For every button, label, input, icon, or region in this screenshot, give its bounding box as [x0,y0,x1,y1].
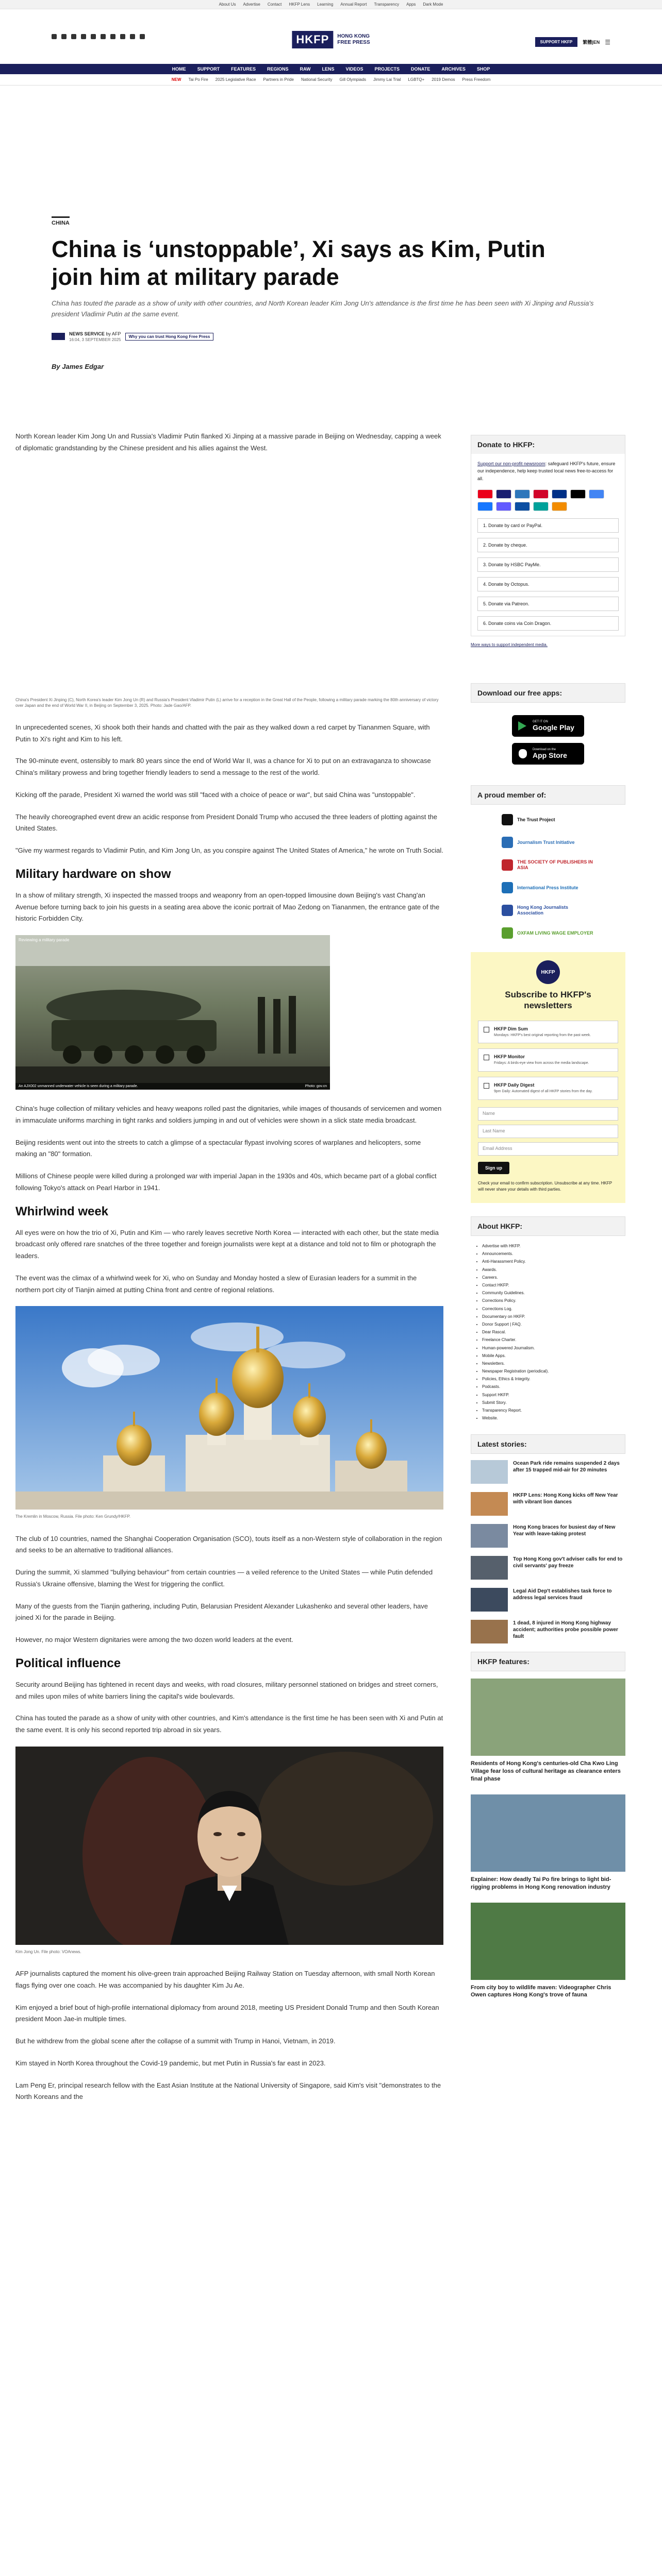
checkbox-icon[interactable] [484,1083,489,1089]
sidebar [471,435,625,2010]
donate-option-label: 2. Donate by cheque. [483,543,527,548]
google-play-badge[interactable] [512,715,584,737]
trending-link[interactable]: Tai Po Fire [188,77,208,82]
newsletter-note: Check your email to confirm subscription. Unsubscribe at any time. HKFP will never share your details with third parties. [478,1181,612,1192]
donate-option[interactable] [477,597,619,611]
visa-icon [496,489,511,499]
nav-item[interactable]: SUPPORT [197,66,220,72]
article-paragraph-14: During the summit, Xi slammed "bullying behaviour" from certain countries — a veiled reference to the United States — while Putin defended Russia's Ukraine offensive, blaming the West for triggering the conflict. [15,1568,433,1588]
checkbox-icon[interactable] [484,1055,489,1060]
top-utility-bar [0,0,662,9]
article-date: 16:04, 3 SEPTEMBER 2025 [69,337,121,342]
topbar-link[interactable]: Apps [406,2,416,7]
trending-new-label: NEW [171,77,181,82]
whatsapp-icon[interactable] [120,34,125,39]
article-intro: North Korean leader Kim Jong Un and Russia's Vladimir Putin flanked Xi Jinping at a massive parade in Beijing on Wednesday, capping a week of diplomatic grandstanding by the Chinese president and his allies against the West. [15,432,441,452]
latest-story-title: Ocean Park ride remains suspended 2 days after 15 trapped mid-air for 20 minutes [513,1461,620,1473]
latest-story-thumbnail [471,1556,508,1580]
checkbox-icon[interactable] [484,1027,489,1032]
article-paragraph-7: In a show of military strength, Xi inspected the massed troops and weaponry from an open-topped limousine down Beijing's vast Chang'an Avenue before turning back to join his guests in a seating area above the iconic portrait of Mao Zedong on Tiananmen, the entrance gate of the historic Forbidden City. [15,891,440,923]
feature-story[interactable] [471,1903,625,1999]
donate-more-link[interactable]: More ways to support independent media. [471,642,548,648]
donate-option[interactable] [477,518,619,533]
donate-option-label: 4. Donate by Octopus. [483,582,529,587]
site-logo[interactable] [292,31,370,48]
member-logo-name: The Trust Project [517,817,555,822]
article-paragraph-12: The event was the climax of a whirlwind week for Xi, who on Sunday and Monday hosted a slew of Eurasian leaders for a summit in the northern port city of Tianjin aimed at putting China front and centre of regional relations. [15,1274,417,1294]
article-paragraph-18: China has touted the parade as a show of unity with other countries, and Kim's attendance is the first time he has been seen with Xi and Putin at the same event. It is only his second reported trip abroad in six years. [15,1714,443,1734]
photo-xi-putin-kim [15,465,443,689]
source-block [69,331,121,342]
article-headline: China is ‘unstoppable’, Xi says as Kim, Putin join him at military parade [52,236,545,290]
google-play-label: Google Play [533,723,574,732]
article-source-row [52,331,610,342]
newsletter-desc: 9pm Daily: Automated digest of all HKFP stories from the day. [494,1090,593,1094]
heading-military-hardware: Military hardware on show [15,867,171,881]
about-link[interactable]: • Advertise with HKFP. [482,1242,625,1250]
header-actions [535,37,610,47]
about-link[interactable]: • Announcements. [482,1250,625,1258]
trending-link[interactable]: LGBTQ+ [408,77,425,82]
donate-box [471,435,625,636]
search-icon[interactable] [140,34,145,39]
photo-2-overlay-caption [15,1083,330,1090]
latest-story[interactable] [471,1556,625,1580]
feature-story[interactable] [471,1679,625,1783]
member-logo-mark [502,814,513,825]
photo-kim-jong-un [15,1747,443,1945]
donate-options [471,518,625,631]
about-title: About HKFP: [471,1216,625,1236]
member-logos [471,805,625,939]
article-paragraph-13: The club of 10 countries, named the Shanghai Cooperation Organisation (SCO), touts itself as a non-Western style of collaboration in the region and seeks to be an alternative to traditional alliances. [15,1534,442,1554]
nav-item[interactable]: HOME [172,66,186,72]
donate-text-body: : safeguard HKFP's future, ensure our independence, help keep trusted local news free-to-access for all. [477,461,616,481]
features-title: HKFP features: [471,1652,625,1671]
about-link[interactable]: • Corrections Log. [482,1305,625,1313]
about-link[interactable]: • Policies, Ethics & Integrity. [482,1375,625,1383]
trending-link[interactable]: Partners in Pride [263,77,294,82]
about-link[interactable]: • Freelance Charter. [482,1336,625,1344]
latest-story-title: HKFP Lens: Hong Kong kicks off New Year with vibrant lion dances [513,1493,618,1505]
facebook-icon[interactable] [52,34,57,39]
article-body [15,431,443,2113]
topbar-link[interactable]: About Us [219,2,236,7]
app-store-label: App Store [533,751,567,760]
about-link[interactable]: • Careers. [482,1274,625,1281]
latest-story-title: Top Hong Kong gov't adviser calls for end to civil servants' pay freeze [513,1556,623,1569]
newsletter-name: HKFP Daily Digest [494,1082,535,1088]
nav-item[interactable]: PROJECTS [374,66,400,72]
stripe-icon [496,502,511,511]
newsletter-name: HKFP Dim Sum [494,1026,528,1031]
trust-badge[interactable] [125,333,214,341]
article-paragraph-2: In unprecedented scenes, Xi shook both their hands and chatted with the pair as they walked down a red carpet by Tiananmen Square, with Putin to Xi's right and Kim to his left. [15,723,430,743]
photo-military-parade [15,935,330,1090]
trending-link[interactable]: Gill Olympiads [339,77,367,82]
instagram-icon[interactable] [71,34,76,39]
photo-kremlin [15,1306,443,1510]
photo-kremlin-image [15,1306,443,1510]
latest-story[interactable] [471,1524,625,1548]
feature-story-image [471,1794,625,1872]
octopus-icon [552,502,567,511]
article-paragraph-11: All eyes were on how the trio of Xi, Putin and Kim — who rarely leaves secretive North Korea — interacted with each other, but the state media broadcast only offered rare snatches of the three together and foreign journalists were kept at a distance and told not to film or photograph the leaders. [15,1228,439,1260]
photo-2-credit: Photo: gov.cn [305,1084,327,1089]
member-logo-mark [502,859,513,871]
nav-item[interactable]: FEATURES [231,66,256,72]
donate-option[interactable] [477,538,619,552]
member-logo-name: OXFAM LIVING WAGE EMPLOYER [517,930,593,936]
member-logo[interactable] [502,837,594,848]
trending-link[interactable]: National Security [301,77,333,82]
fps-icon [533,502,549,511]
name-field[interactable]: Name [478,1107,618,1121]
newsletter-box [471,952,625,1203]
nav-item[interactable]: LENS [322,66,335,72]
latest-story[interactable] [471,1460,625,1484]
about-link[interactable]: • Donor Support | FAQ. [482,1320,625,1328]
about-link[interactable]: • Newsletters. [482,1360,625,1367]
support-hkfp-button[interactable]: SUPPORT HKFP [535,37,578,47]
nav-item[interactable]: SHOP [476,66,490,72]
article-paragraph-9: Beijing residents went out into the streets to catch a glimpse of a spectacular flypast involving scores of warplanes and helicopters, some making an "80" formation. [15,1138,421,1158]
photo-1-caption: China's President Xi Jinping (C), North Korea's leader Kim Jong Un (R) and Russia's President Vladimir Putin (L) arrive for a reception in the Great Hall of the People, following a military parade marking the 80th anniversary of victory over Japan and the end of World War II, in Beijing on September 3, 2025. Photo: Jade Gao/AFP. [15,697,439,708]
nav-item[interactable]: VIDEOS [345,66,363,72]
article-paragraph-4: Kicking off the parade, President Xi warned the world was still "faced with a choice of peace or war", but said China was "unstoppable". [15,790,416,799]
topbar-link[interactable]: Learning [317,2,334,7]
about-link[interactable]: • Submit Story. [482,1399,625,1406]
photo-2-overlay-label: Reviewing a military parade [19,938,70,943]
donate-option[interactable] [477,577,619,591]
member-logo-mark [502,837,513,848]
trending-navigation [0,74,662,86]
topbar-link[interactable]: Dark Mode [423,2,443,7]
article-paragraph-8: China's huge collection of military vehicles and heavy weapons rolled past the dignitaries, while images of thousands of servicemen and women in immaculate uniforms marching in tight ranks and soldiers jumping in and out of vehicles were shown in a slick state media broadcast. [15,1105,442,1124]
threads-icon[interactable] [91,34,96,39]
article-paragraph-10: Millions of Chinese people were killed during a prolonged war with imperial Japan in the 1930s and 40s, which became part of a global conflict following Tokyo's attack on Pearl Harbor in 1941. [15,1172,437,1192]
alipay-icon [477,502,493,511]
spacer [15,1090,443,1103]
nav-item[interactable]: REGIONS [267,66,289,72]
googlepay-icon [589,489,604,499]
feature-story-title: Explainer: How deadly Tai Po fire brings to light bid-rigging problems in Hong Kong renovation industry [471,1876,611,1890]
feature-stories [471,1671,625,1999]
trending-link[interactable]: 2019 Demos [432,77,455,82]
photo-kim-jong-un-image [15,1747,443,1945]
article-paragraph-19: AFP journalists captured the moment his olive-green train approached Beijing Railway Station on Tuesday afternoon, with small North Korean flags flying over one coach. He was accompanied by his daughter Kim Ju Ae. [15,1970,435,1989]
member-title: A proud member of: [471,785,625,805]
latest-story[interactable] [471,1588,625,1612]
newsletter-desc: Mondays: HKFP's best original reporting from the past week. [494,1033,591,1037]
about-link[interactable]: • Support HKFP. [482,1391,625,1399]
about-link[interactable]: • Mobile Apps. [482,1352,625,1360]
latest-story-thumbnail [471,1524,508,1548]
social-icons [52,34,145,39]
nav-item[interactable]: RAW [300,66,311,72]
feature-story-image [471,1679,625,1756]
member-box [471,785,625,939]
logo-wordmark [337,33,370,46]
feature-story-title: From city boy to wildlife maven: Videographer Chris Owen captures Hong Kong's trove of fauna [471,1984,611,1998]
newsletter-options [478,1021,618,1100]
logo-mark: HKFP [292,31,333,48]
article-paragraph-22: Kim stayed in North Korea throughout the Covid-19 pandemic, but met Putin in Russia's far east in 2023. [15,2059,326,2067]
newsletter-title: Subscribe to HKFP's newsletters [505,990,591,1011]
article-paragraph-15: Many of the guests from the Tianjin gathering, including Putin, Belarusian President Alexander Lukashenko and several other leaders, have joined Xi for the parade in Beijing. [15,1602,428,1622]
donate-option[interactable] [477,616,619,631]
photo-2-overlay-text: An AJX002 unmanned underwater vehicle is seen during a military parade. [19,1084,138,1089]
topbar-link[interactable]: Advertise [243,2,260,7]
about-link[interactable]: • Corrections Policy. [482,1297,625,1304]
email-field[interactable]: Email Address [478,1142,618,1156]
about-link[interactable]: • Human-powered Journalism. [482,1344,625,1352]
about-link[interactable]: • Community Guidelines. [482,1289,625,1297]
member-logo-mark [502,927,513,939]
hamburger-menu-icon[interactable]: ☰ [605,38,610,46]
article-paragraph-21: But he withdrew from the global scene after the collapse of a summit with Trump in Hanoi, Vietnam, in 2019. [15,2037,336,2045]
newsletter-option[interactable] [478,1048,618,1072]
article-author[interactable]: By James Edgar [52,362,104,370]
mastodon-icon[interactable] [101,34,106,39]
features-box [471,1652,625,1999]
paypal-icon [552,489,567,499]
member-logo-mark [502,882,513,893]
latest-stories [471,1454,625,1643]
donate-option-label: 3. Donate by HSBC PayMe. [483,562,541,568]
article-paragraph-5: The heavily choreographed event drew an acidic response from President Donald Trump who accused the three leaders of plotting against the United States. [15,812,438,833]
mastercard-icon [477,489,493,499]
applepay-icon [570,489,586,499]
member-logo[interactable] [502,905,594,916]
topbar-link[interactable]: Annual Report [340,2,367,7]
latest-story-thumbnail [471,1588,508,1612]
source-by: by AFP [106,331,121,336]
donate-option-label: 1. Donate by card or PayPal. [483,523,543,529]
newsletter-desc: Fridays: A birds-eye view from across the media landscape. [494,1061,589,1065]
trending-link[interactable]: Jimmy Lai Trial [373,77,401,82]
latest-title: Latest stories: [471,1434,625,1454]
unionpay-icon [533,489,549,499]
latest-story-title: Hong Kong braces for busiest day of New Year with leave-taking protest [513,1524,616,1537]
rss-icon[interactable] [130,34,135,39]
member-logo[interactable] [502,927,594,939]
last-name-field[interactable]: Last Name [478,1125,618,1138]
article-category[interactable]: CHINA [52,216,70,226]
about-link[interactable]: • Contact HKFP. [482,1281,625,1289]
article-paragraph-16: However, no major Western dignitaries were among the two dozen world leaders at the event. [15,1636,293,1644]
site-header [0,9,662,64]
main-navigation [0,64,662,74]
feature-story-title: Residents of Hong Kong's centuries-old Cha Kwo Ling Village fear loss of cultural heritage as clearance enters final phase [471,1760,621,1783]
member-logo[interactable] [502,882,594,893]
about-links [471,1236,625,1422]
nav-item[interactable]: DONATE [411,66,431,72]
language-switcher[interactable]: 繁體|EN [583,40,600,45]
app-store-small: Download on the [533,748,556,752]
donate-title: Donate to HKFP: [471,435,625,454]
latest-story-thumbnail [471,1460,508,1484]
about-link[interactable]: • Website. [482,1414,625,1422]
member-logo-name: THE SOCIETY OF PUBLISHERS IN ASIA [517,859,593,871]
x-icon[interactable] [61,34,67,39]
member-logo[interactable] [502,814,594,825]
article-paragraph-17: Security around Beijing has tightened in recent days and weeks, with road closures, military personnel stationed on bridges and street corners, and miles upon miles of white barriers lining the capital's wide boulevards. [15,1680,438,1700]
about-box [471,1216,625,1422]
trust-badge-label: Why you can trust Hong Kong Free Press [128,334,210,339]
article-paragraph-20: Kim enjoyed a brief bout of high-profile international diplomacy from around 2018, meeting US President Donald Trump and then South Korean president Moon Jae-in multiple times. [15,2003,439,2023]
source-name[interactable]: NEWS SERVICE [69,331,105,336]
about-link[interactable]: • Documentary on HKFP. [482,1313,625,1320]
latest-story[interactable] [471,1492,625,1516]
newsletter-option[interactable] [478,1077,618,1100]
latest-story-title: 1 dead, 8 injured in Hong Kong highway accident; authorities probe possible power fault [513,1620,618,1640]
topbar-link[interactable]: HKFP Lens [289,2,310,7]
latest-story-thumbnail [471,1620,508,1643]
feature-story[interactable] [471,1794,625,1891]
article-paragraph-23: Lam Peng Er, principal research fellow with the East Asian Institute at the National University of Singapore, said Kim's visit "demonstrates to the North Koreans and the [15,2081,441,2101]
latest-box [471,1434,625,1643]
member-logo-name: Journalism Trust Initiative [517,839,575,845]
photo-3-caption: The Kremlin in Moscow, Russia. File photo: Ken Grundy/HKFP. [15,1514,131,1519]
about-link[interactable]: • Awards. [482,1266,625,1274]
member-logo-name: Hong Kong Journalists Association [517,905,568,916]
apple-icon [519,749,527,758]
about-link[interactable]: • Transparency Report. [482,1406,625,1414]
latest-story[interactable] [471,1620,625,1643]
heading-whirlwind-week: Whirlwind week [15,1204,109,1218]
member-logo[interactable] [502,859,594,871]
about-link[interactable]: • Dear Rascal. [482,1328,625,1336]
article-header [52,216,610,370]
member-logo-name: International Press Institute [517,885,578,890]
telegram-icon[interactable] [110,34,115,39]
amex-icon [515,489,530,499]
latest-story-title: Legal Aid Dep't establishes task force to address legal services fraud [513,1588,612,1601]
newsletter-logo-text: HKFP [541,969,555,975]
topbar-link[interactable]: Contact [267,2,282,7]
google-play-small: GET IT ON [533,720,548,724]
about-link[interactable]: • Newspaper Registration (periodical). [482,1367,625,1375]
heading-political-influence: Political influence [15,1656,121,1670]
apps-title: Download our free apps: [471,683,625,703]
photo-xi-putin-kim-image [15,465,443,689]
news-service-logo [52,333,65,340]
about-link[interactable]: • Podcasts. [482,1383,625,1391]
nav-item[interactable]: ARCHIVES [441,66,466,72]
donate-option-label: 5. Donate via Patreon. [483,601,529,607]
payment-methods [471,489,625,518]
donate-support-link[interactable]: Support our non-profit newsroom [477,461,545,466]
donate-text [471,454,625,489]
trending-link[interactable]: Press Freedom [462,77,491,82]
photo-military-parade-image [15,935,330,1090]
jcb-icon [515,502,530,511]
donate-option[interactable] [477,557,619,572]
feature-story-image [471,1903,625,1980]
donate-option-label: 6. Donate coins via Coin Dragon. [483,621,552,626]
member-logo-mark [502,905,513,916]
google-play-icon [518,721,526,731]
newsletter-logo [536,960,560,984]
trending-link[interactable]: 2025 Legislative Race [215,77,256,82]
top-utility-links [219,2,443,7]
newsletter-name: HKFP Monitor [494,1054,525,1060]
signup-button[interactable]: Sign up [478,1162,509,1174]
apps-box [471,683,625,765]
about-link[interactable]: • Anti-Harassment Policy. [482,1258,625,1265]
logo-line-2: FREE PRESS [337,40,370,45]
article-paragraph-6: "Give my warmest regards to Vladimir Putin, and Kim Jong Un, as you conspire against The United States of America," he wrote on Truth Social. [15,846,443,855]
youtube-icon[interactable] [81,34,86,39]
article-paragraph-3: The 90-minute event, ostensibly to mark 80 years since the end of World War II, was a chance for Xi to put on an extravaganza to showcase China's military prowess and bring together friendly leaders to send a message to the rest of the world. [15,757,431,777]
newsletter-option[interactable] [478,1021,618,1044]
photo-4-caption: Kim Jong Un. File photo: VOAnews. [15,1949,81,1954]
topbar-link[interactable]: Transparency [374,2,400,7]
article-standfirst: China has touted the parade as a show of unity with other countries, and North Korean leader Kim Jong Un's attendance is the first time he has been seen with Xi Jinping and Russia's president Vladimir Putin at the same event. [52,299,594,318]
app-store-badge[interactable] [512,743,584,765]
latest-story-thumbnail [471,1492,508,1516]
logo-line-1: HONG KONG [337,33,370,39]
